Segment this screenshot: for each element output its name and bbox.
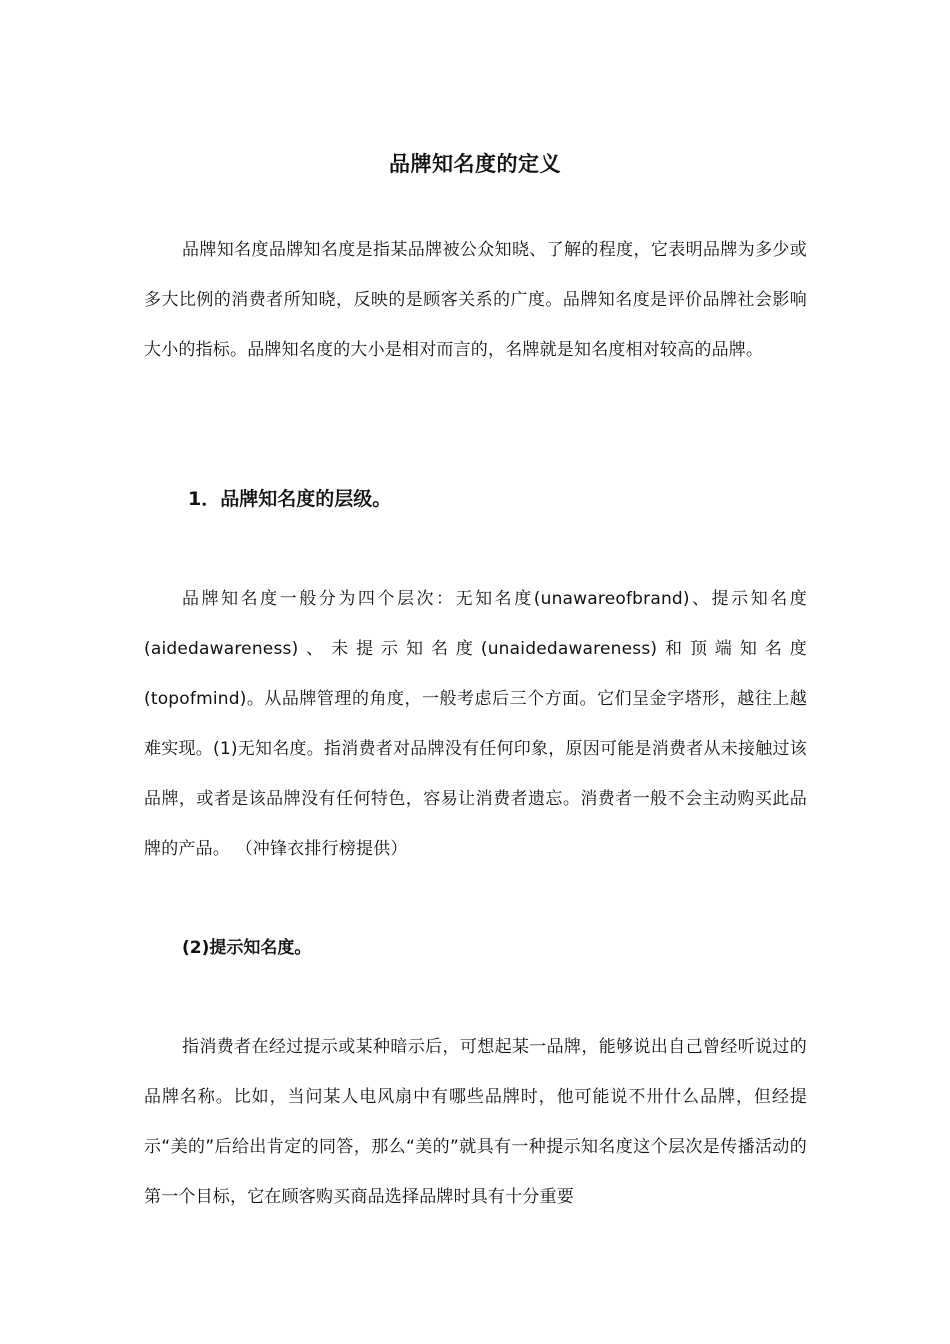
page-title: 品牌知名度的定义 — [389, 152, 561, 177]
subsection-heading-aided-awareness: (2)提示知名度。 — [182, 938, 312, 958]
intro-paragraph: 品牌知名度品牌知名度是指某品牌被公众知晓、了解的程度，它表明品牌为多少或多大比例的消费者所知晓，反映的是顾客关系的广度。品牌知名度是评价品牌社会影响大小的指标。品牌知名度的大小是相对而言的，名牌就是知名度相对较高的品牌。 — [144, 240, 807, 360]
section-heading-levels: 1．品牌知名度的层级。 — [188, 488, 392, 510]
levels-paragraph: 品牌知名度一般分为四个层次：无知名度(unawareofbrand)、提示知名度(aidedawareness)、未提示知名度(unaidedawareness)和顶端知名度(topofmind)。从品牌管理的角度，一般考虑后三个方面。它们呈金字塔形，越往上越难实现。(1)无知名度。指消费者对品牌没有任何印象，原因可能是消费者从未接触过该品牌，或者是该品牌没有任何特色，容易让消费者遗忘。消费者一般不会主动购买此品牌的产品。 （冲锋衣排行榜提供） — [144, 589, 807, 859]
aided-awareness-paragraph: 指消费者在经过提示或某种暗示后，可想起某一品牌，能够说出自己曾经听说过的品牌名称。比如，当问某人电风扇中有哪些品牌时，他可能说不卅什么品牌，但经提示“美的”后给出肯定的同答，那么“美的”就具有一种提示知名度这个层次是传播活动的第一个目标，它在顾客购买商品选择品牌时具有十分重要 — [144, 1037, 807, 1207]
